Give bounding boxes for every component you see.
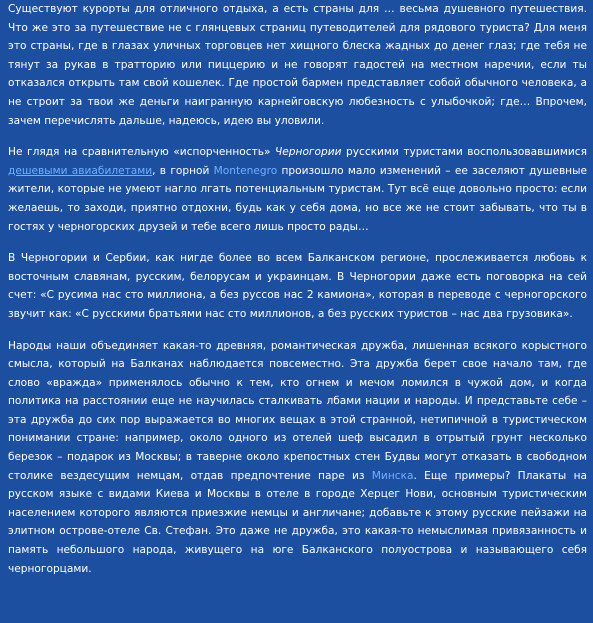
cheap-flights-link[interactable]: дешевыми авиабилетами — [8, 164, 153, 177]
paragraph-2 — [8, 143, 587, 236]
montenegro-link[interactable]: Montenegro — [213, 164, 278, 177]
paragraph-2-text-2: русскими туристами воспользовавшимися — [341, 146, 587, 159]
paragraph-4-text-2: . Еще примеры? Плакаты на русском языке с видами Киева и Москвы в отеле в городе Херцег Нови, основным туристическим населением которого являются приезжие немцы и англичане; добавьте к этому русские пейзажи на элитном острове-отеле Св. Стефан. Это даже не дружба, это какая-то немыслимая привязанность и память небольшого народа, живущего на юге Балканского полуострова и называющего себя черногорцами. — [8, 469, 587, 575]
paragraph-3-text: В Черногории и Сербии, как нигде более во всем Балканском регионе, прослеживается любовь к восточным славянам, русским, белорусам и украинцам. В Черногории даже есть поговорка на сей счет: «С русима нас сто миллиона, а без руссов нас 2 камиона», которая в переводе с черногорского звучит как: «С русскими братьями нас сто миллионов, а без русских туристов – нас два грузовика». — [8, 252, 587, 320]
paragraph-2-text-1: Не глядя на сравнительную «испорченность» — [8, 146, 276, 159]
paragraph-1 — [8, 0, 587, 130]
paragraph-4 — [8, 337, 587, 579]
montenegro-emphasis: Черногории — [275, 146, 342, 159]
paragraph-4-text-1: Народы наши объединяет какая-то древняя, романтическая дружба, лишенная всякого корыстного смысла, который на Балканах наблюдается повсеместно. Эта дружба берет свое начало там, где слово «вражда» применялось обычно к тем, кто огнем и мечом ломился в чужой дом, и когда политика на расстоянии еще не научилась сталкивать лбами нации и народы. И представьте себе – эта дружба до сих пор выражается во многих вещах в этой странной, нетипичной в туристическом понимании стране: например, около одного из отелей шеф высадил в отрытый грунт несколько березок – подарок из Москвы; в таверне около крепостных стен Будвы могут отказать в свободном столике вездесущим немцам, отдав предпочтение паре из — [8, 339, 587, 482]
paragraph-1-text: Существуют курорты для отличного отдыха, а есть страны для … весьма душевного путешествия. Что же это за путешествие не с глянцевых страниц путеводителей для рядового туриста? Для меня это страны, где в глазах уличных торговцев нет хищного блеска жадных до денег глаз; где тебя не тянут за рукав в тратторию или пиццерию и не говорят гадостей на местном наречии, если ты отказался открыть там свой кошелек. Где простой бармен представляет собой обычного человека, а не строит за твои же деньги наигранную карнейговскую любезность с улыбочкой; где… Впрочем, зачем перечислять дальше, надеюсь, идею вы уловили. — [8, 3, 587, 127]
paragraph-2-text-3: , в горной — [152, 164, 214, 177]
paragraph-2-text-4: произошло мало изменений – ее заселяют душевные жители, которые не умеют нагло лгать потенциальным туристам. Тут всё еще довольно просто: если желаешь, то заходи, приятно отдохни, будь как у себя дома, но все же не стоит забывать, что ты в гостях у черногорских друзей и тебе всего лишь просто рады… — [8, 164, 587, 233]
minsk-link[interactable]: Минска — [371, 469, 414, 482]
paragraph-3 — [8, 249, 587, 323]
